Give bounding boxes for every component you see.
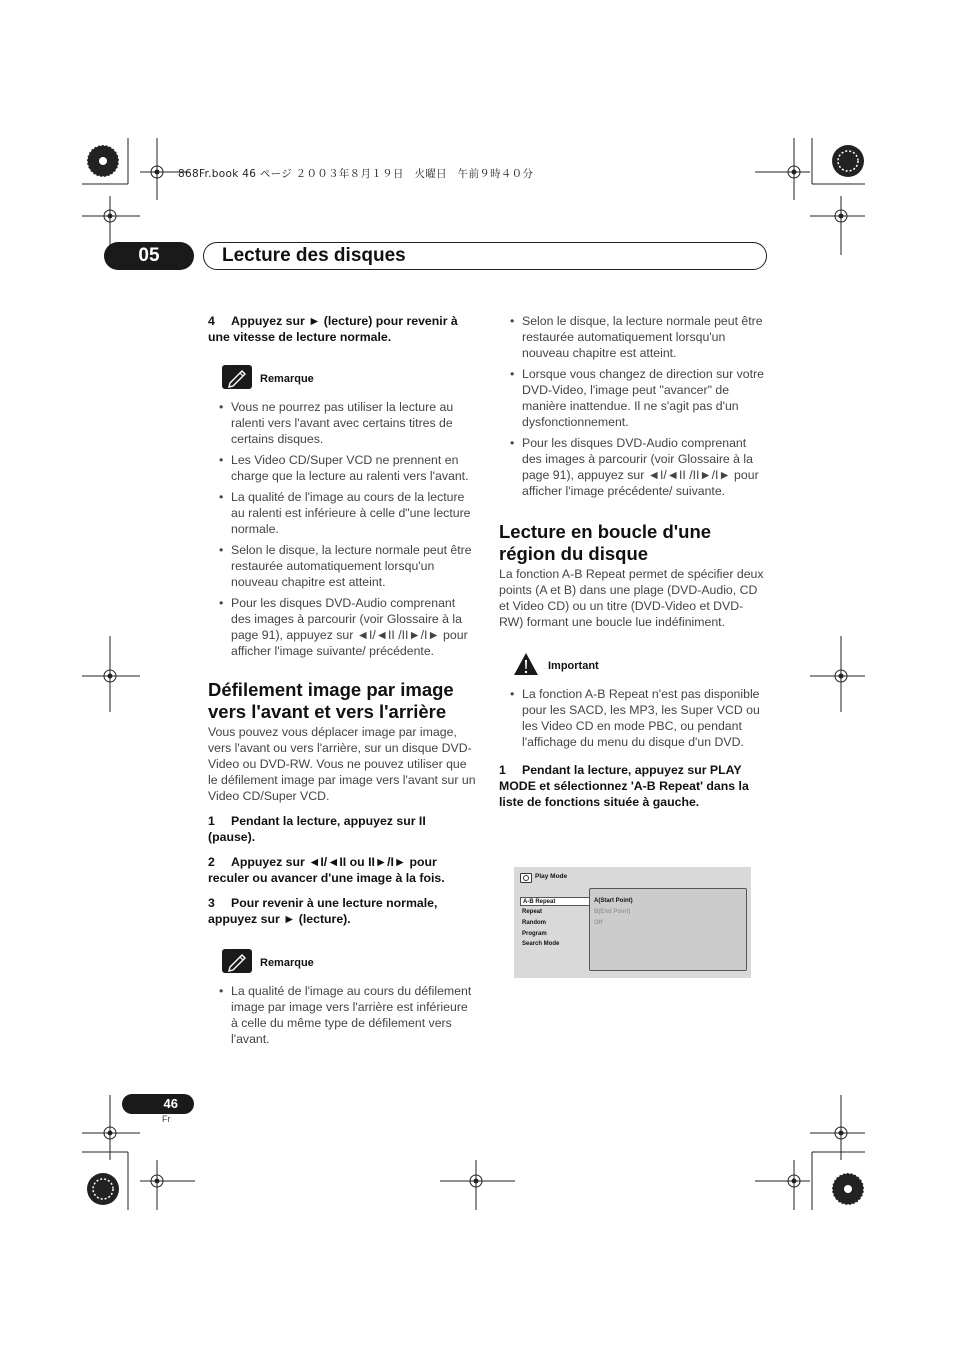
step-3: 3 Pour revenir à une lecture normale, appuyez sur ► (lecture). <box>208 896 438 926</box>
warning-icon <box>513 652 539 676</box>
step-1-play-mode: 1 Pendant la lecture, appuyez sur PLAY MODE et sélectionnez 'A-B Repeat' dans la liste de fonctions située à gauche. <box>499 763 749 809</box>
step-2: 2 Appuyez sur ◄I/◄II ou II►/I► pour reculer ou avancer d'une image à la fois. <box>208 855 445 885</box>
menu-item-random[interactable]: Random <box>522 920 546 926</box>
disc-icon <box>520 870 532 880</box>
list-item: • Selon le disque, la lecture normale peut être restaurée automatiquement lorsqu'un nouveau chapitre est atteint. <box>499 313 767 361</box>
menu-item-ab-repeat[interactable]: A-B Repeat <box>520 897 590 906</box>
right-column <box>499 313 767 810</box>
step-1: 1 Pendant la lecture, appuyez sur II (pause). <box>208 814 426 844</box>
list-item: • Pour les disques DVD-Audio comprenant des images à parcourir (voir Glossaire à la page 91), appuyez sur ◄I/◄II /II►/I► pour afficher l'image précédente/ suivante. <box>499 435 767 499</box>
pencil-note-icon <box>222 365 252 389</box>
section-heading-ab-repeat: Lecture en boucle d'une région du disque <box>499 521 712 564</box>
screen-title: Play Mode <box>535 873 568 880</box>
chapter-number-badge: 05 <box>104 242 194 270</box>
language-code: Fr <box>162 1114 171 1124</box>
important-label: Important <box>548 660 599 672</box>
list-item: • Selon le disque, la lecture normale peut être restaurée automatiquement lorsqu'un nouveau chapitre est atteint. <box>208 542 476 590</box>
chapter-title: Lecture des disques <box>222 245 406 266</box>
options-panel <box>589 888 747 971</box>
option-b-end[interactable]: B(End Point) <box>594 909 631 915</box>
list-item: • La qualité de l'image au cours de la lecture au ralenti est inférieure à celle d"une lecture normale. <box>208 489 476 537</box>
option-a-start[interactable]: A(Start Point) <box>594 898 633 904</box>
list-item: • Vous ne pourrez pas utiliser la lecture au ralenti vers l'avant avec certains titres de certains disques. <box>208 399 476 447</box>
page-number-badge: 46 <box>122 1094 194 1114</box>
list-item: • Pour les disques DVD-Audio comprenant des images à parcourir (voir Glossaire à la page 91), appuyez sur ◄I/◄II /II►/I► pour afficher l'image suivante/ précédente. <box>208 595 476 659</box>
play-mode-screen <box>514 867 751 978</box>
list-item: • La qualité de l'image au cours du défilement image par image vers l'arrière est inférieure à celle du même type de défilement vers l'avant. <box>208 983 476 1047</box>
note-label: Remarque <box>260 373 314 385</box>
note-label: Remarque <box>260 957 314 969</box>
print-header-line: 868Fr.book 46 ページ ２００３年８月１９日 火曜日 午前９時４０分 <box>178 168 534 180</box>
section-heading-frame-by-frame: Défilement image par image vers l'avant et vers l'arrière <box>208 679 454 722</box>
list-item: • Lorsque vous changez de direction sur votre DVD-Video, l'image peut "avancer" de manière inattendue. Il ne s'agit pas d'un dysfonctionnement. <box>499 366 767 430</box>
note-header <box>208 949 476 975</box>
step-4: 4 Appuyez sur ► (lecture) pour revenir à une vitesse de lecture normale. <box>208 314 458 344</box>
chapter-title-bar <box>203 242 767 270</box>
pencil-note-icon <box>222 949 252 973</box>
menu-item-program[interactable]: Program <box>522 931 547 937</box>
menu-item-search-mode[interactable]: Search Mode <box>522 941 560 947</box>
list-item: • La fonction A-B Repeat n'est pas disponible pour les SACD, les MP3, les Super VCD ou les Video CD en mode PBC, ou pendant l'affichage du menu du disque d'un DVD. <box>499 686 767 750</box>
important-header <box>499 652 767 678</box>
note-header <box>208 365 476 391</box>
section-paragraph: Vous pouvez vous déplacer image par image, vers l'avant ou vers l'arrière, sur un disque DVD-Video ou DVD-RW. Vous ne pouvez utiliser que le défilement image par image vers l'avant sur un Video CD/Super VCD. <box>208 725 476 803</box>
menu-item-repeat[interactable]: Repeat <box>522 909 543 915</box>
list-item: • Les Video CD/Super VCD ne prennent en charge que la lecture au ralenti vers l'avant. <box>208 452 476 484</box>
option-off[interactable]: Off <box>594 920 603 926</box>
section-paragraph: La fonction A-B Repeat permet de spécifier deux points (A et B) dans une plage (DVD-Audio, CD et Video CD) ou un titre (DVD-Video et DVD-RW) formant une boucle lue indéfiniment. <box>499 567 764 629</box>
left-column <box>208 313 476 1052</box>
